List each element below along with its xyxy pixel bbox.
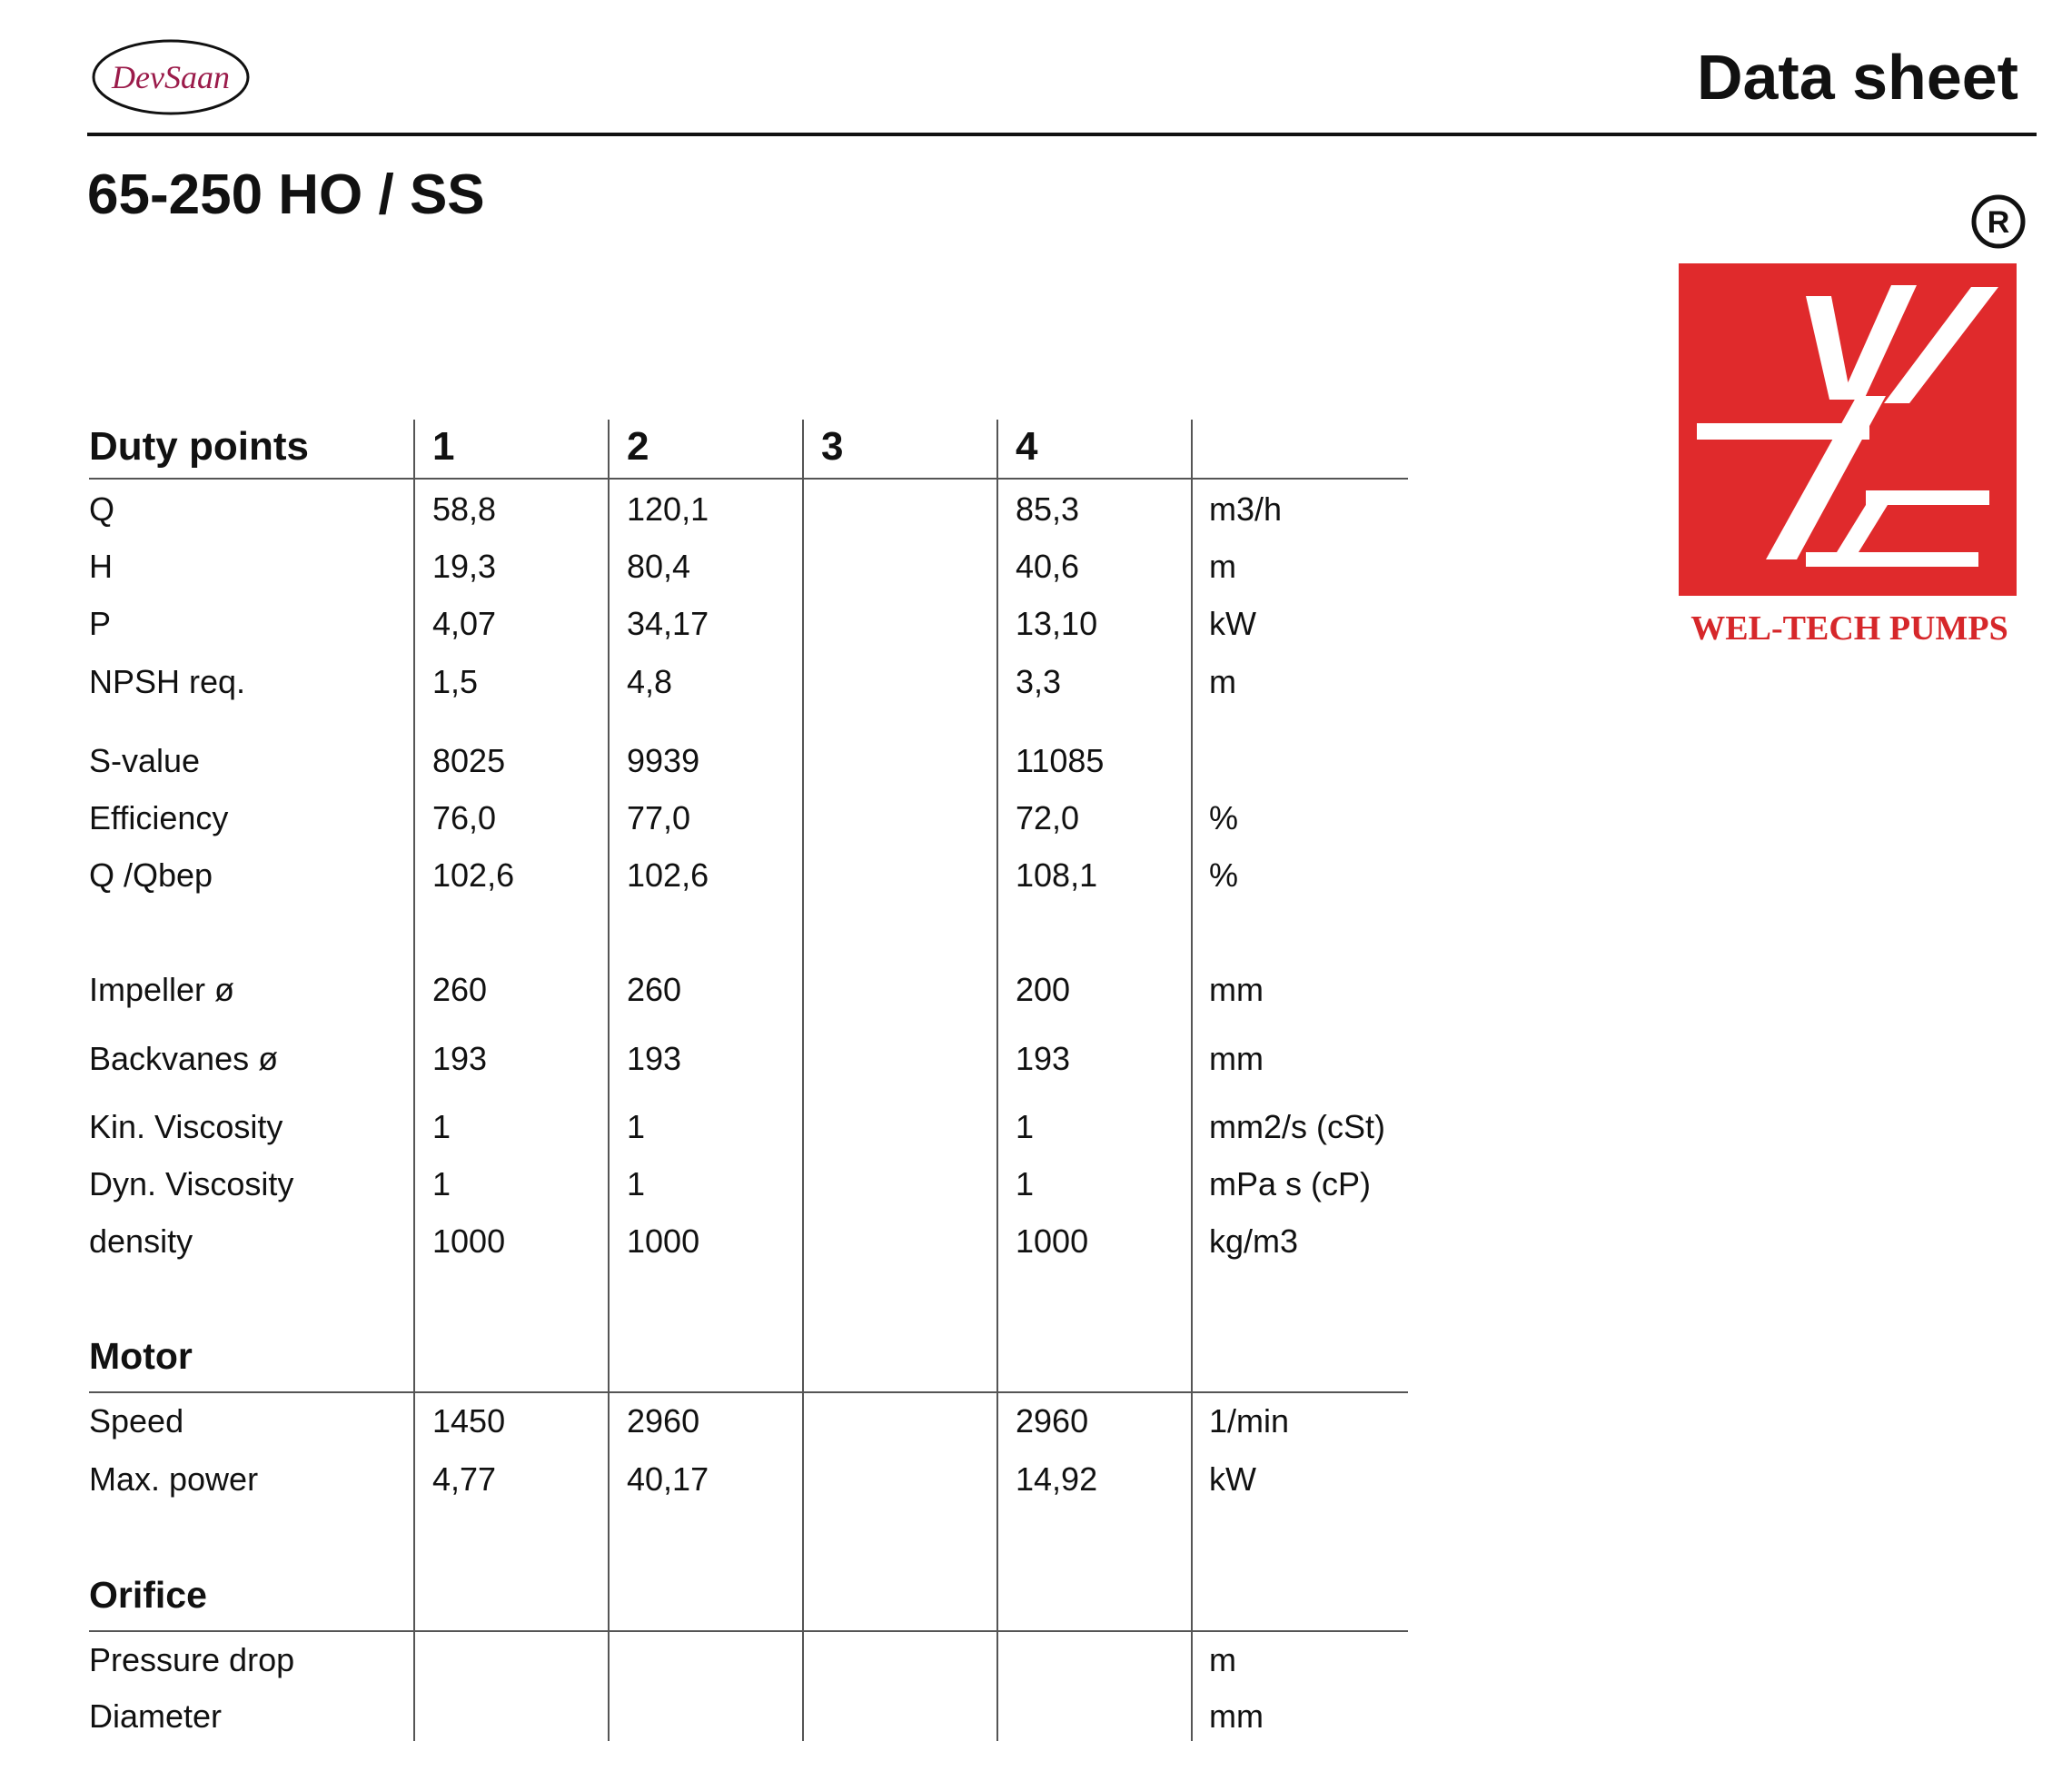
row-unit: kW xyxy=(1209,605,1256,642)
row-value-4: 13,10 xyxy=(1016,605,1098,642)
row-unit: % xyxy=(1209,856,1239,894)
duty-points-rule xyxy=(89,478,1408,480)
row-value-4: 193 xyxy=(1016,1040,1071,1077)
row-label: Pressure drop xyxy=(89,1641,295,1678)
row-label: Q /Qbep xyxy=(89,856,213,894)
row-unit: m xyxy=(1209,1641,1236,1678)
row-unit: kg/m3 xyxy=(1209,1222,1299,1260)
motor-heading: Motor xyxy=(89,1335,193,1377)
row-value-1: 8025 xyxy=(432,742,506,779)
page-title: Data sheet xyxy=(1696,42,2018,113)
row-label: Efficiency xyxy=(89,799,229,836)
column-divider-5 xyxy=(1191,420,1193,1741)
row-value-1: 1450 xyxy=(432,1402,506,1440)
row-value-1: 1 xyxy=(432,1108,451,1145)
row-value-2: 260 xyxy=(627,971,682,1008)
row-value-1: 4,77 xyxy=(432,1460,497,1498)
row-value-1: 260 xyxy=(432,971,488,1008)
svg-text:DevSaan xyxy=(111,59,230,95)
row-unit: % xyxy=(1209,799,1239,836)
column-divider-4 xyxy=(996,420,998,1741)
row-value-2: 1 xyxy=(627,1108,646,1145)
row-value-1: 193 xyxy=(432,1040,488,1077)
row-unit: m3/h xyxy=(1209,490,1283,528)
row-value-2: 102,6 xyxy=(627,856,709,894)
row-value-2: 193 xyxy=(627,1040,682,1077)
orifice-heading: Orifice xyxy=(89,1574,207,1616)
row-unit: 1/min xyxy=(1209,1402,1290,1440)
row-value-2: 1000 xyxy=(627,1222,700,1260)
row-unit: mm xyxy=(1209,1697,1264,1735)
row-value-4: 108,1 xyxy=(1016,856,1098,894)
column-header-4: 4 xyxy=(1016,424,1038,469)
row-label: Kin. Viscosity xyxy=(89,1108,283,1145)
row-label: density xyxy=(89,1222,193,1260)
row-value-4: 1 xyxy=(1016,1108,1035,1145)
row-value-1: 1,5 xyxy=(432,663,479,700)
row-label: S-value xyxy=(89,742,201,779)
column-header-1: 1 xyxy=(432,424,455,469)
orifice-rule xyxy=(89,1630,1408,1632)
row-label: Backvanes ø xyxy=(89,1040,279,1077)
row-unit: m xyxy=(1209,548,1236,585)
row-unit: mm2/s (cSt) xyxy=(1209,1108,1385,1145)
row-value-2: 80,4 xyxy=(627,548,691,585)
row-value-1: 102,6 xyxy=(432,856,515,894)
row-value-4: 3,3 xyxy=(1016,663,1062,700)
row-label: H xyxy=(89,548,113,585)
row-value-2: 120,1 xyxy=(627,490,709,528)
row-unit: mm xyxy=(1209,1040,1264,1077)
model-title: 65-250 HO / SS xyxy=(87,163,485,226)
wel-tech-logo-mark xyxy=(1679,263,2017,596)
column-divider-3 xyxy=(802,420,804,1741)
row-label: Speed xyxy=(89,1402,184,1440)
row-unit: mm xyxy=(1209,971,1264,1008)
row-unit: mPa s (cP) xyxy=(1209,1165,1372,1202)
row-value-1: 76,0 xyxy=(432,799,497,836)
header-divider xyxy=(87,133,2037,136)
row-unit: m xyxy=(1209,663,1236,700)
column-divider-1 xyxy=(413,420,415,1741)
row-value-2: 9939 xyxy=(627,742,700,779)
svg-text:R: R xyxy=(1987,205,2010,240)
column-divider-2 xyxy=(608,420,610,1741)
row-label: NPSH req. xyxy=(89,663,246,700)
brand-name: WEL-TECH PUMPS xyxy=(1690,609,2008,648)
row-label: Q xyxy=(89,490,115,528)
row-value-4: 1000 xyxy=(1016,1222,1089,1260)
row-value-2: 77,0 xyxy=(627,799,691,836)
row-value-1: 1 xyxy=(432,1165,451,1202)
row-value-4: 2960 xyxy=(1016,1402,1089,1440)
row-value-4: 11085 xyxy=(1016,742,1105,779)
row-value-2: 2960 xyxy=(627,1402,700,1440)
row-value-4: 1 xyxy=(1016,1165,1035,1202)
row-label: Dyn. Viscosity xyxy=(89,1165,294,1202)
column-header-2: 2 xyxy=(627,424,649,469)
registered-trademark-icon xyxy=(1969,193,2027,251)
row-value-2: 34,17 xyxy=(627,605,709,642)
devsaan-logo-text: DevSaan xyxy=(112,59,230,95)
row-label: P xyxy=(89,605,112,642)
row-value-4: 200 xyxy=(1016,971,1071,1008)
row-value-2: 40,17 xyxy=(627,1460,709,1498)
duty-points-heading: Duty points xyxy=(89,424,309,469)
column-header-3: 3 xyxy=(821,424,844,469)
row-unit: kW xyxy=(1209,1460,1256,1498)
row-value-2: 4,8 xyxy=(627,663,673,700)
devsaan-logo xyxy=(91,38,251,116)
row-value-2: 1 xyxy=(627,1165,646,1202)
row-value-4: 14,92 xyxy=(1016,1460,1098,1498)
row-value-4: 72,0 xyxy=(1016,799,1080,836)
row-value-4: 85,3 xyxy=(1016,490,1080,528)
row-value-1: 58,8 xyxy=(432,490,497,528)
row-label: Diameter xyxy=(89,1697,223,1735)
row-label: Impeller ø xyxy=(89,971,235,1008)
row-value-4: 40,6 xyxy=(1016,548,1080,585)
motor-rule xyxy=(89,1391,1408,1393)
row-value-1: 19,3 xyxy=(432,548,497,585)
row-label: Max. power xyxy=(89,1460,259,1498)
row-value-1: 1000 xyxy=(432,1222,506,1260)
row-value-1: 4,07 xyxy=(432,605,497,642)
